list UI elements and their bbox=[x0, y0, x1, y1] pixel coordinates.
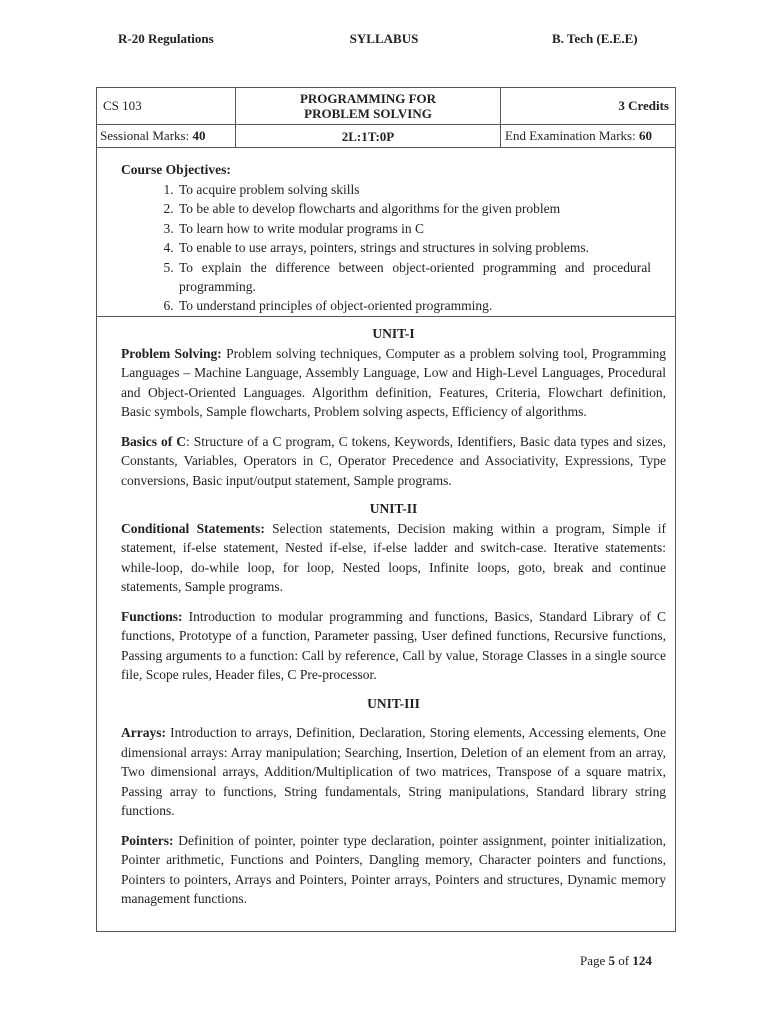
unit-2-heading: UNIT-II bbox=[369, 501, 418, 516]
course-info-table bbox=[96, 87, 676, 148]
objective-item: 5. To explain the difference between object-oriented programming and procedural programming. bbox=[177, 258, 651, 297]
unit-2-functions bbox=[121, 607, 666, 685]
page-label: Page bbox=[580, 953, 609, 968]
course-credits bbox=[501, 88, 676, 125]
course-title-line1: PROGRAMMING FOR bbox=[299, 91, 437, 106]
course-credits-text: 3 Credits bbox=[618, 98, 669, 113]
header-syllabus: SYLLABUS bbox=[349, 31, 419, 46]
course-code bbox=[97, 88, 236, 125]
unit-3-arrays bbox=[121, 723, 666, 821]
objective-item: 2. To be able to develop flowcharts and algorithms for the given problem bbox=[177, 199, 651, 218]
unit-1-heading: UNIT-I bbox=[372, 326, 415, 341]
exam-value: 60 bbox=[638, 128, 652, 143]
course-title-line2: PROBLEM SOLVING bbox=[304, 106, 432, 121]
term-label: Functions: bbox=[121, 608, 183, 624]
topic-text: : Structure of a C program, C tokens, Keywords, Identifiers, Basic data types and sizes, Constants, Variables, Operators in C, Operator Precedence and Associativity, Expressions, Type conversions, Basic input/output statement, Sample programs. bbox=[121, 433, 666, 488]
exam-label: End Examination Marks: bbox=[505, 128, 639, 143]
course-code-text: CS 103 bbox=[103, 98, 142, 113]
course-objectives-section bbox=[96, 147, 676, 317]
topic-text: Selection statements, Decision making within a program, Simple if statement, if-else statement, Nested if-else, if-else ladder and switch-case. Iterative statements: while-loop, do-while loop, for loop, Nested loops, Infinite loops, goto, break and continue statements, Sample programs. bbox=[121, 520, 666, 594]
course-row-marks bbox=[97, 125, 676, 148]
topic-text: Introduction to modular programming and functions, Basics, Standard Library of C functions, Prototype of a function, Parameter passing, User defined functions, Recursive functions, Passing arguments to a function: Call by reference, Call by value, Storage Classes in a single source file, Scope rules, Header files, C Pre-processor. bbox=[121, 608, 666, 682]
page-current: 5 bbox=[608, 953, 616, 968]
exam-marks bbox=[501, 125, 676, 148]
objective-item: 3. To learn how to write modular programs in C bbox=[177, 219, 651, 238]
unit-1-basics-of-c bbox=[121, 432, 666, 491]
course-ltp bbox=[236, 125, 501, 148]
sessional-label: Sessional Marks: bbox=[100, 128, 193, 143]
topic-text: Introduction to arrays, Definition, Declaration, Storing elements, Accessing elements, One dimensional arrays: Array manipulation; Searching, Insertion, Deletion of an element from an array, Two dimensional arrays, Addition/Multiplication of two matrices, Transpose of a square matrix, Passing array to functions, String fundamentals, String manipulations, Standard library string functions. bbox=[121, 725, 666, 818]
objective-item: 6. To understand principles of object-oriented programming. bbox=[177, 296, 651, 315]
course-title bbox=[236, 88, 501, 125]
unit-3-heading: UNIT-III bbox=[367, 695, 420, 711]
objective-item: 4. To enable to use arrays, pointers, strings and structures in solving problems. bbox=[177, 238, 651, 257]
unit-3-pointers bbox=[121, 831, 666, 909]
term-label: Basics of C bbox=[121, 433, 186, 449]
header-regulations: R-20 Regulations bbox=[118, 31, 214, 46]
sessional-value: 40 bbox=[192, 128, 206, 143]
objectives-list bbox=[121, 180, 651, 316]
unit-2-conditional bbox=[121, 519, 666, 597]
term-label: Arrays: bbox=[121, 725, 166, 740]
objective-item: 1. To acquire problem solving skills bbox=[177, 180, 651, 199]
topic-text: Problem solving techniques, Computer as a problem solving tool, Programming Languages – Machine Language, Assembly Language, Low and High-Level Languages, Procedural and Object-Oriented Languages. Algorithm definition, Features, Criteria, Flowchart definition, Basic symbols, Sample flowcharts, Problem solving aspects, Efficiency of algorithms. bbox=[121, 345, 666, 419]
term-label: Conditional Statements: bbox=[121, 520, 265, 536]
course-row-title bbox=[97, 88, 676, 125]
topic-text: Definition of pointer, pointer type declaration, pointer assignment, pointer initialization, Pointer arithmetic, Functions and Pointers, Dangling memory, Character pointers and functions, Pointers to pointers, Arrays and Pointers, Pointer arrays, Pointers and structures, Dynamic memory management functions. bbox=[121, 832, 666, 906]
syllabus-content bbox=[121, 324, 666, 909]
page-of-label: of bbox=[615, 953, 633, 968]
sessional-marks bbox=[97, 125, 236, 148]
page-total: 124 bbox=[632, 953, 652, 968]
syllabus-units-section bbox=[96, 316, 676, 932]
term-label: Problem Solving: bbox=[121, 345, 222, 361]
unit-1-problem-solving bbox=[121, 344, 666, 422]
objectives-title: Course Objectives: bbox=[121, 162, 231, 177]
term-label: Pointers: bbox=[121, 832, 174, 848]
course-ltp-text: 2L:1T:0P bbox=[341, 128, 395, 144]
header-program: B. Tech (E.E.E) bbox=[552, 31, 638, 46]
page-number bbox=[580, 953, 652, 969]
